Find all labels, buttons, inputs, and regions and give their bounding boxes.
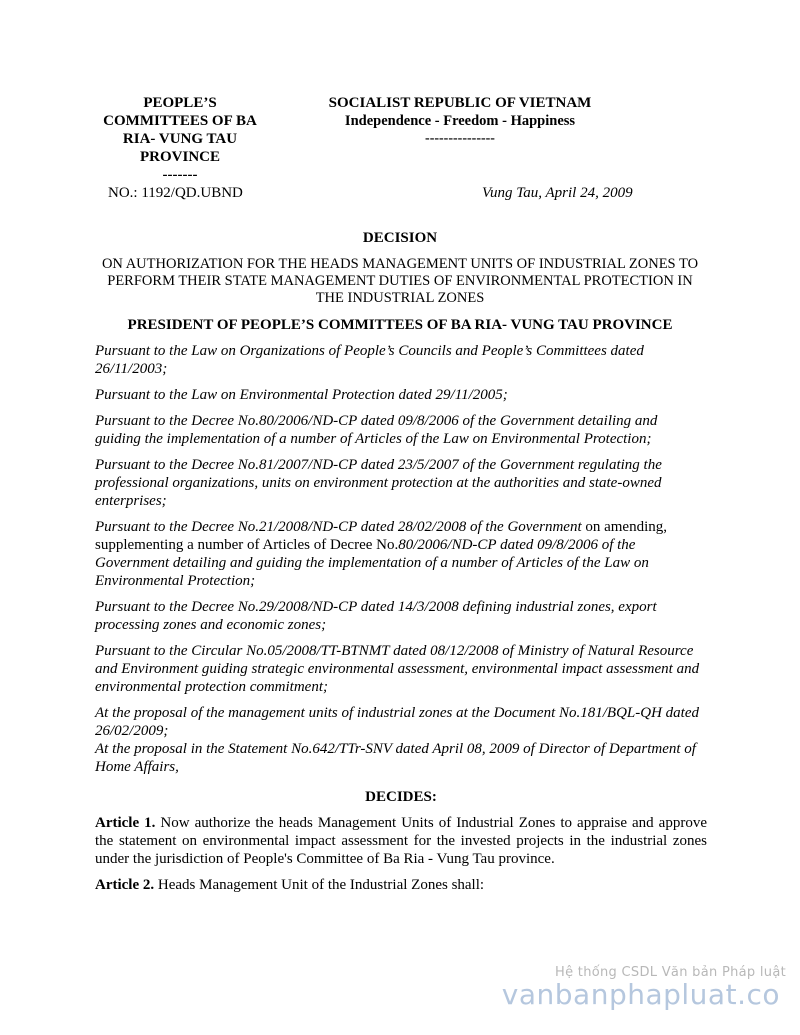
article-text: Heads Management Unit of the Industrial Zones shall: (154, 877, 485, 893)
document-body (95, 342, 707, 902)
article-text: Now authorize the heads Management Units of Industrial Zones to appraise and approve the statement on environmental impact assessment for the invested projects in the industrial zones under the jurisdiction of People's Committee of Ba Ria - Vung Tau province. (95, 815, 707, 867)
watermark-caption: Hệ thống CSDL Văn bản Pháp luật (555, 965, 786, 980)
pursuant-clause-part: 80/2006/ND-CP dated 09/8/2006 of the Government detailing and guiding the implementation of a number of Articles of the Law on Environmental Protection; (95, 537, 649, 589)
issuing-authority-line: PROVINCE (139, 149, 220, 165)
pursuant-clause: Pursuant to the Decree No.80/2006/ND-CP dated 09/8/2006 of the Government detailing and guiding the implementation of a number of Articles of the Law on Environmental Protection; (95, 413, 658, 447)
motto: Independence - Freedom - Happiness (344, 113, 576, 129)
proposal-clause: At the proposal in the Statement No.642/TTr-SNV dated April 08, 2009 of Director of Department of Home Affairs, (95, 741, 696, 775)
issuing-authority-title: PRESIDENT OF PEOPLE’S COMMITTEES OF BA RIA- VUNG TAU PROVINCE (127, 317, 673, 333)
article-1 (95, 814, 707, 868)
pursuant-clause: Pursuant to the Decree No.29/2008/ND-CP dated 14/3/2008 defining industrial zones, export processing zones and economic zones; (95, 599, 657, 633)
pursuant-clause: Pursuant to the Circular No.05/2008/TT-BTNMT dated 08/12/2008 of Ministry of Natural Resource and Environment guiding strategic environmental assessment, environmental impact assessment and environmental protection commitment; (95, 643, 700, 695)
divider-dashes: --------------- (425, 131, 495, 146)
pursuant-clause: Pursuant to the Law on Environmental Protection dated 29/11/2005; (95, 387, 508, 403)
document-date: Vung Tau, April 24, 2009 (482, 185, 633, 201)
document-subject: ON AUTHORIZATION FOR THE HEADS MANAGEMENT UNITS OF INDUSTRIAL ZONES TO PERFORM THEIR STATE MANAGEMENT DUTIES OF ENVIRONMENTAL PROTECTION IN THE INDUSTRIAL ZONES (101, 256, 699, 306)
pursuant-clause-part: on amending, supplementing a number of Articles of Decree No. (95, 519, 668, 553)
document-number: NO.: 1192/QD.UBND (108, 185, 243, 201)
issuing-authority-line: PEOPLE’S (143, 95, 217, 111)
proposal-clause: At the proposal of the management units of industrial zones at the Document No.181/BQL-QH dated 26/02/2009; (95, 705, 699, 739)
pursuant-clause: Pursuant to the Decree No.81/2007/ND-CP dated 23/5/2007 of the Government regulating the professional organizations, units on environment protection at the authorities and state-owned enterprises; (95, 457, 662, 509)
article-label: Article 2. (95, 877, 155, 893)
issuing-authority-line: RIA- VUNG TAU (122, 131, 238, 147)
issuing-authority (95, 94, 265, 184)
pursuant-clause: Pursuant to the Law on Organizations of People’s Councils and People’s Committees dated 26/11/2003; (95, 343, 644, 377)
watermark-site: vanbanphapluat.co (501, 978, 780, 1011)
country-name: SOCIALIST REPUBLIC OF VIETNAM (328, 95, 592, 111)
pursuant-clause (95, 518, 707, 590)
national-motto (300, 94, 620, 148)
issuing-authority-line: COMMITTEES OF BA (103, 113, 257, 129)
document-title: DECISION (362, 230, 438, 246)
decides-heading: DECIDES: (365, 789, 437, 805)
pursuant-clause-part: Pursuant to the Decree No.21/2008/ND-CP dated 28/02/2008 of the Government (95, 519, 582, 535)
divider-dashes: ------- (162, 167, 198, 183)
article-2 (95, 876, 707, 894)
article-label: Article 1. (95, 815, 156, 831)
